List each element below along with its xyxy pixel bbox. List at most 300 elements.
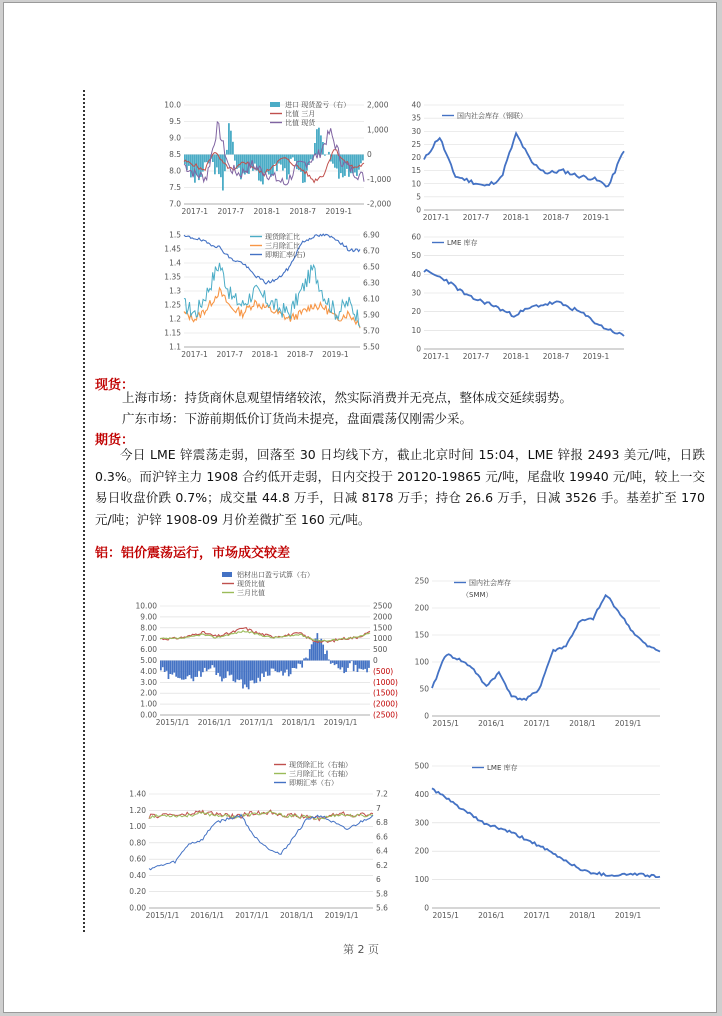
- bar: [221, 661, 223, 682]
- bar: [254, 661, 256, 684]
- y-tick-label: 1.40: [129, 789, 146, 799]
- bar: [198, 661, 200, 671]
- y2-tick-label: (1000): [373, 677, 398, 687]
- x-tick-label: 2017-7: [217, 207, 245, 216]
- bar: [277, 661, 279, 673]
- y2-tick-label: 6.70: [363, 246, 380, 256]
- bar: [336, 661, 338, 665]
- zinc-lme-stock-chart: [402, 227, 632, 367]
- legend-label: 现货除汇比（右轴）: [289, 761, 352, 769]
- bar: [233, 661, 235, 682]
- y-tick-label: 1.15: [164, 328, 181, 338]
- bar: [185, 661, 187, 680]
- bar: [302, 155, 304, 183]
- bar: [204, 661, 206, 668]
- y2-tick-label: 1000: [373, 634, 393, 644]
- bar: [196, 661, 198, 677]
- bar: [226, 150, 228, 155]
- bar: [290, 661, 292, 675]
- x-tick-label: 2016/1/1: [190, 911, 225, 920]
- bar: [355, 661, 357, 665]
- bar: [286, 661, 288, 670]
- y2-tick-label: 7: [376, 803, 381, 813]
- bar: [212, 661, 214, 666]
- bar: [181, 661, 183, 680]
- bar: [160, 661, 162, 671]
- x-tick-label: 2018-7: [286, 350, 314, 359]
- x-tick-label: 2017-1: [181, 350, 208, 359]
- x-tick-label: 2017-7: [462, 352, 490, 361]
- bar: [262, 155, 264, 185]
- bar: [194, 661, 196, 677]
- y-tick-label: 1.2: [169, 314, 181, 324]
- bar: [225, 661, 227, 678]
- bar: [232, 142, 234, 155]
- aluminum-fx-ratio-chart: [114, 759, 404, 929]
- y2-tick-label: (2000): [373, 699, 398, 709]
- bar: [229, 661, 231, 676]
- bar: [257, 661, 259, 678]
- bar: [270, 155, 272, 177]
- y-tick-label: 15: [411, 166, 421, 176]
- bar: [200, 661, 202, 677]
- bar: [168, 661, 170, 680]
- bar: [310, 155, 312, 160]
- y2-tick-label: 6.50: [363, 262, 380, 272]
- legend-label: LME 库存: [447, 239, 478, 247]
- y-tick-label: 100: [414, 657, 429, 667]
- bar: [362, 155, 364, 161]
- legend-swatch: [222, 572, 232, 577]
- y2-tick-label: 6.6: [376, 832, 388, 842]
- y2-tick-label: 6.10: [363, 294, 380, 304]
- series-line: [424, 133, 624, 186]
- bar: [272, 155, 274, 175]
- bar: [227, 661, 229, 672]
- document-page: [3, 2, 717, 1013]
- y-tick-label: 0.40: [129, 870, 146, 880]
- y-tick-label: 10: [411, 325, 421, 335]
- y-tick-label: 1.45: [164, 244, 181, 254]
- bar: [193, 661, 195, 682]
- bar: [206, 155, 208, 163]
- y2-tick-label: 500: [373, 645, 388, 655]
- bar: [347, 661, 349, 668]
- bar: [357, 661, 359, 673]
- y-tick-label: 2.00: [140, 688, 157, 698]
- y-tick-label: 0: [416, 344, 421, 354]
- bar: [324, 155, 326, 156]
- y-tick-label: 6.00: [140, 645, 157, 655]
- bar: [349, 661, 351, 664]
- x-tick-label: 2018/1: [569, 719, 596, 728]
- y-tick-label: 1.1: [169, 342, 181, 352]
- y-tick-label: 60: [411, 232, 421, 242]
- x-tick-label: 2017-1: [422, 213, 450, 222]
- y-tick-label: 200: [414, 846, 429, 856]
- y-tick-label: 40: [411, 100, 421, 110]
- bar: [184, 155, 186, 165]
- bar: [261, 661, 263, 674]
- y2-tick-label: 7.2: [376, 789, 388, 799]
- bar: [341, 661, 343, 668]
- y2-tick-label: 6.90: [363, 230, 380, 240]
- x-tick-label: 2018/1: [569, 911, 596, 920]
- bar: [228, 123, 230, 154]
- bar: [294, 155, 296, 162]
- bar: [314, 143, 316, 155]
- bar: [305, 658, 307, 661]
- bar: [301, 661, 303, 668]
- y-tick-label: 100: [414, 875, 429, 885]
- x-tick-label: 2018-1: [502, 352, 530, 361]
- bar: [236, 661, 238, 680]
- series-line: [432, 595, 660, 700]
- zinc-import-ratio-chart: [152, 95, 392, 225]
- y-tick-label: 8.0: [169, 166, 181, 176]
- bar: [328, 660, 330, 661]
- y2-tick-label: (1500): [373, 688, 398, 698]
- y2-tick-label: 6: [376, 875, 381, 884]
- x-tick-label: 2019-1: [582, 213, 610, 222]
- bar: [319, 640, 321, 661]
- bar: [242, 661, 244, 689]
- bar: [264, 155, 266, 174]
- margin-dotted-line: [83, 90, 85, 932]
- legend-swatch: [270, 102, 280, 107]
- y-tick-label: 10.0: [164, 100, 181, 110]
- series-line: [149, 815, 373, 870]
- y-tick-label: 50: [419, 684, 429, 694]
- bar: [254, 155, 256, 164]
- bar: [336, 155, 338, 169]
- bar: [278, 155, 280, 164]
- bar: [183, 661, 185, 680]
- bar: [296, 661, 298, 669]
- y-tick-label: 30: [411, 288, 421, 298]
- y2-tick-label: 6.4: [376, 846, 388, 856]
- zinc-fx-ratio-chart: [152, 227, 392, 367]
- bar: [358, 155, 360, 170]
- x-tick-label: 2018-1: [502, 213, 530, 222]
- bar: [280, 661, 282, 671]
- y2-tick-label: 6.2: [376, 860, 388, 870]
- bar: [343, 661, 345, 674]
- bar: [202, 661, 204, 673]
- x-tick-label: 2016/1/1: [197, 718, 232, 727]
- bar: [359, 661, 361, 669]
- bar: [223, 661, 225, 679]
- bar: [368, 661, 370, 668]
- x-tick-label: 2019/1: [614, 911, 642, 920]
- bar: [356, 155, 358, 176]
- x-tick-label: 2019-1: [322, 350, 349, 359]
- bar: [246, 661, 248, 688]
- x-tick-label: 2015/1: [432, 911, 459, 920]
- bar: [332, 155, 334, 164]
- bar: [307, 659, 309, 661]
- x-tick-label: 2019/1: [614, 719, 642, 728]
- bar: [316, 129, 318, 154]
- page-number: 第 2 页: [343, 943, 379, 956]
- legend-label: 国内社会库存: [469, 579, 511, 587]
- bar: [288, 661, 290, 677]
- bar: [210, 661, 212, 669]
- y2-tick-label: 1500: [373, 623, 393, 633]
- x-tick-label: 2019-1: [582, 352, 610, 361]
- bar: [362, 661, 364, 670]
- x-tick-label: 2018-1: [251, 350, 279, 359]
- bar: [175, 661, 177, 677]
- x-tick-label: 2015/1: [432, 719, 459, 728]
- bar: [332, 661, 334, 663]
- y-tick-label: 4.00: [140, 666, 157, 676]
- bar: [191, 661, 193, 679]
- y-tick-label: 150: [414, 630, 429, 640]
- bar: [364, 661, 366, 669]
- bar: [354, 155, 356, 173]
- bar: [238, 661, 240, 681]
- y-tick-label: 20: [411, 307, 421, 317]
- series-line: [160, 631, 370, 641]
- bar: [290, 155, 292, 159]
- bar: [172, 661, 174, 675]
- y-tick-label: 7.5: [169, 183, 181, 192]
- bar: [338, 661, 340, 669]
- series-line: [160, 628, 370, 643]
- bar: [214, 661, 216, 668]
- y-tick-label: 7.00: [140, 634, 157, 644]
- bar: [219, 661, 221, 677]
- bar: [164, 661, 166, 673]
- bar: [240, 661, 242, 680]
- y2-tick-label: 5.90: [363, 310, 380, 320]
- bar: [345, 661, 347, 673]
- bar: [278, 661, 280, 673]
- bar: [344, 155, 346, 176]
- y2-tick-label: 2500: [373, 601, 393, 611]
- bar: [299, 661, 301, 665]
- y-tick-label: 40: [411, 269, 421, 279]
- bar: [328, 152, 330, 155]
- bar: [330, 661, 332, 664]
- series-line: [184, 263, 360, 327]
- y-tick-label: 1.20: [129, 805, 146, 815]
- y2-tick-label: (500): [373, 666, 394, 676]
- aluminum-lme-stock-chart: [402, 759, 667, 929]
- y-tick-label: 0: [424, 903, 429, 913]
- bar: [173, 661, 175, 673]
- series-line: [184, 122, 364, 185]
- bar: [220, 155, 222, 178]
- x-tick-label: 2018-7: [542, 352, 570, 361]
- bar: [217, 661, 219, 673]
- aluminum-social-inventory-chart: [402, 568, 667, 743]
- bar: [162, 661, 164, 668]
- x-tick-label: 2015/1/1: [155, 718, 190, 727]
- bar: [206, 661, 208, 672]
- legend-label: LME 库存: [487, 764, 518, 772]
- bar: [271, 661, 273, 669]
- bar: [273, 661, 275, 669]
- series-line: [424, 270, 624, 336]
- y-tick-label: 1.5: [169, 230, 181, 240]
- y-tick-label: 9.0: [169, 133, 181, 143]
- bar: [284, 661, 286, 673]
- y2-tick-label: -1,000: [367, 174, 392, 184]
- legend-label: 即期汇率（右）: [289, 779, 338, 787]
- x-tick-label: 2018-1: [253, 207, 281, 216]
- y2-tick-label: -2,000: [367, 199, 392, 209]
- bar: [353, 661, 355, 672]
- x-tick-label: 2018-7: [542, 213, 570, 222]
- y-tick-label: 9.5: [169, 117, 181, 126]
- y-tick-label: 5.00: [140, 656, 157, 665]
- legend-label: 三月除汇比: [265, 242, 300, 250]
- y-tick-label: 30: [411, 126, 421, 136]
- bar: [265, 661, 267, 672]
- y-tick-label: 300: [414, 818, 429, 828]
- bar: [187, 661, 189, 677]
- y-tick-label: 50: [411, 251, 421, 261]
- y-tick-label: 1.25: [164, 300, 181, 310]
- x-tick-label: 2017-7: [216, 350, 244, 359]
- y2-tick-label: 0: [373, 656, 378, 665]
- zinc-social-inventory-chart: [402, 95, 632, 225]
- x-tick-label: 2017/1: [523, 911, 551, 920]
- y2-tick-label: 6.30: [363, 278, 380, 288]
- bar: [322, 645, 324, 661]
- bar: [189, 661, 191, 676]
- x-tick-label: 2019/1/1: [324, 911, 359, 920]
- bar: [267, 661, 269, 676]
- y-tick-label: 0.00: [129, 903, 146, 913]
- bar: [340, 661, 342, 670]
- bar: [263, 661, 265, 678]
- bar: [190, 155, 192, 178]
- bar: [268, 155, 270, 175]
- legend-label: 现货除汇比: [265, 233, 300, 241]
- legend-label: 比值 三月: [285, 110, 316, 118]
- bar: [235, 661, 237, 683]
- bar: [179, 661, 181, 679]
- bar: [275, 661, 277, 672]
- y2-tick-label: 2,000: [367, 100, 389, 110]
- y-tick-label: 25: [411, 139, 421, 149]
- x-tick-label: 2017-1: [181, 207, 209, 216]
- y-tick-label: 0.80: [129, 838, 146, 848]
- bar: [216, 155, 218, 168]
- y-tick-label: 7.0: [169, 199, 181, 209]
- y-tick-label: 0: [424, 711, 429, 721]
- bar: [303, 658, 305, 660]
- bar: [244, 661, 246, 685]
- y2-tick-label: 6.8: [376, 818, 388, 827]
- y-tick-label: 200: [414, 603, 429, 613]
- bar: [204, 155, 206, 163]
- y-tick-label: 10.00: [135, 601, 157, 611]
- spot-heading: 现货：: [95, 378, 135, 393]
- y-tick-label: 0.60: [129, 854, 146, 864]
- legend-label: 三月比值: [237, 589, 265, 597]
- legend-label: 现货比值: [237, 580, 265, 588]
- y-tick-label: 8.5: [169, 150, 181, 159]
- legend-label: 比值 现货: [285, 119, 316, 127]
- y2-tick-label: 5.70: [363, 326, 380, 336]
- y2-tick-label: 1,000: [367, 125, 389, 135]
- series-line: [149, 811, 373, 819]
- spot-guangdong-text: 广东市场：下游前期低价订货尚未提亮，盘面震荡仅刚需少采。: [122, 411, 473, 426]
- bar: [366, 661, 368, 673]
- y-tick-label: 1.00: [129, 822, 146, 832]
- bar: [250, 661, 252, 681]
- bar: [292, 661, 294, 669]
- bar: [288, 155, 290, 175]
- series-line: [432, 788, 660, 877]
- y-tick-label: 1.35: [164, 272, 181, 282]
- bar: [252, 661, 254, 681]
- y-tick-label: 35: [411, 113, 421, 123]
- futures-paragraph: 今日 LME 锌震荡走弱，回落至 30 日均线下方，截止北京时间 15:04，LME 锌报 2493 美元/吨，日跌 0.3%。而沪锌主力 1908 合约低开走弱，日内交投于 20120-19865 元/吨，尾盘收 19940 元/吨，较上一交易日收盘价跌 0.7%；成交量 44.8 万手，日减 8178 万手；持仓 26.6 万手，日减 3526 手。基差扩至 170 元/吨；沪锌 1908-09 月价差微扩至 160 元/吨。: [95, 447, 705, 527]
- bar: [188, 155, 190, 166]
- spot-shanghai-text: 上海市场：持货商休息观望情绪较浓，然实际消费并无亮点，整体成交延续弱势。: [122, 390, 573, 405]
- x-tick-label: 2017/1: [523, 719, 551, 728]
- legend-label: 铝材出口盈亏试算（右）: [237, 571, 314, 579]
- y-tick-label: 0.00: [140, 710, 157, 720]
- legend-label: 国内社会库存（钢联）: [457, 112, 527, 120]
- x-tick-label: 2018-7: [289, 207, 317, 216]
- y-tick-label: 1.4: [169, 258, 181, 268]
- bar: [208, 661, 210, 670]
- bar: [298, 661, 300, 664]
- bar: [317, 633, 319, 660]
- bar: [324, 654, 326, 661]
- bar: [282, 155, 284, 171]
- bar: [166, 661, 168, 671]
- x-tick-label: 2015/1/1: [145, 911, 180, 920]
- y-tick-label: 8.00: [140, 623, 157, 633]
- x-tick-label: 2017-7: [462, 213, 490, 222]
- x-tick-label: 2017/1/1: [235, 911, 269, 920]
- y-tick-label: 20: [411, 153, 421, 162]
- bar: [326, 651, 328, 661]
- y-tick-label: 10: [411, 179, 421, 189]
- bar: [177, 661, 179, 678]
- x-tick-label: 2017/1/1: [239, 718, 274, 727]
- bar: [334, 155, 336, 168]
- bar: [170, 661, 172, 675]
- bar: [313, 642, 315, 661]
- bar: [282, 661, 284, 676]
- bar: [292, 155, 294, 158]
- x-tick-label: 2017-1: [422, 352, 450, 361]
- bar: [248, 661, 250, 690]
- y2-tick-label: (2500): [373, 710, 398, 720]
- x-tick-label: 2016/1: [478, 719, 505, 728]
- y-tick-label: 0: [416, 205, 421, 215]
- y2-tick-label: 2000: [373, 612, 393, 622]
- legend-label: 进口 现货盈亏（右）: [285, 101, 351, 109]
- y2-tick-label: 0: [367, 150, 372, 159]
- bar: [351, 661, 353, 662]
- y-tick-label: 9.00: [140, 612, 157, 622]
- legend-label: （SMM）: [462, 591, 493, 599]
- legend-label: 即期汇率(右): [265, 251, 306, 259]
- bar: [360, 155, 362, 164]
- aluminum-export-ratio-chart: [132, 568, 404, 743]
- y-tick-label: 0.20: [129, 887, 146, 897]
- bar: [304, 155, 306, 183]
